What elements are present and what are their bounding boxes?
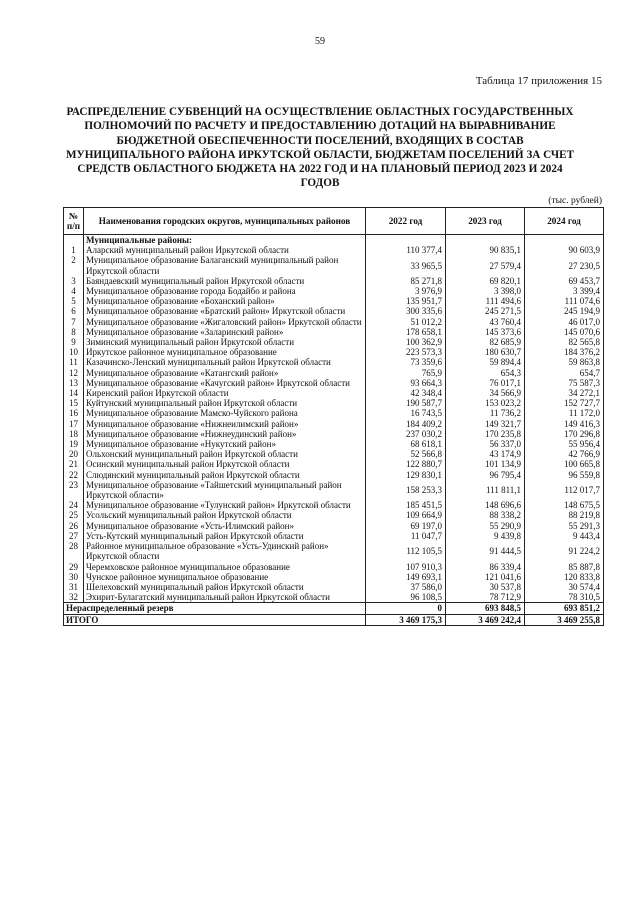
reserve-row <box>64 603 604 614</box>
row-number: 17 <box>64 419 84 429</box>
reserve-2024: 693 851,2 <box>525 603 604 614</box>
table-row <box>64 592 604 603</box>
units-label: (тыс. рублей) <box>548 196 602 206</box>
row-value-2022: 107 910,3 <box>366 562 446 572</box>
row-number: 18 <box>64 429 84 439</box>
row-number: 11 <box>64 357 84 367</box>
row-value-2024: 75 587,3 <box>525 378 604 388</box>
row-number: 27 <box>64 531 84 541</box>
row-name: Муниципальное образование «Нижнеилимский район» <box>84 419 366 429</box>
row-value-2022: 178 658,1 <box>366 327 446 337</box>
row-value-2022: 69 197,0 <box>366 521 446 531</box>
row-value-2024: 59 863,8 <box>525 357 604 367</box>
row-name: Муниципальное образование «Жигаловский район» Иркутской области <box>84 317 366 327</box>
row-value-2024: 170 296,8 <box>525 429 604 439</box>
row-value-2022: 93 664,3 <box>366 378 446 388</box>
row-value-2024: 55 956,4 <box>525 439 604 449</box>
table-row <box>64 296 604 306</box>
row-value-2023: 170 235,8 <box>446 429 525 439</box>
row-value-2023: 101 134,9 <box>446 459 525 469</box>
row-number: 8 <box>64 327 84 337</box>
row-name: Муниципальное образование «Тайшетский муниципальный район Иркутской области» <box>84 480 366 500</box>
row-number: 29 <box>64 562 84 572</box>
row-value-2022: 52 566,8 <box>366 449 446 459</box>
total-row <box>64 614 604 625</box>
row-name: Аларский муниципальный район Иркутской области <box>84 245 366 255</box>
row-number: 15 <box>64 398 84 408</box>
row-value-2023: 34 566,9 <box>446 388 525 398</box>
row-value-2023: 43 760,4 <box>446 317 525 327</box>
table-row <box>64 510 604 520</box>
row-value-2023: 88 338,2 <box>446 510 525 520</box>
row-value-2023: 145 373,6 <box>446 327 525 337</box>
row-value-2024: 30 574,4 <box>525 582 604 592</box>
table-row <box>64 408 604 418</box>
row-value-2024: 46 017,0 <box>525 317 604 327</box>
section-row <box>64 235 604 246</box>
row-number: 1 <box>64 245 84 255</box>
table-row <box>64 337 604 347</box>
row-number: 22 <box>64 470 84 480</box>
row-name: Муниципальное образование «Качугский район» Иркутской области <box>84 378 366 388</box>
table-header-row <box>64 208 604 235</box>
row-value-2024: 91 224,2 <box>525 541 604 561</box>
row-value-2022: 3 976,9 <box>366 286 446 296</box>
row-value-2022: 109 664,9 <box>366 510 446 520</box>
reserve-label: Нераспределенный резерв <box>64 603 366 614</box>
header-2022: 2022 год <box>366 208 446 235</box>
row-value-2023: 59 894,4 <box>446 357 525 367</box>
row-value-2023: 121 041,6 <box>446 572 525 582</box>
row-name: Муниципальное образование «Боханский район» <box>84 296 366 306</box>
row-value-2024: 100 665,8 <box>525 459 604 469</box>
row-number: 13 <box>64 378 84 388</box>
table-row <box>64 317 604 327</box>
row-name: Муниципальное образование Мамско-Чуйского района <box>84 408 366 418</box>
row-number: 12 <box>64 368 84 378</box>
row-value-2023: 30 537,8 <box>446 582 525 592</box>
row-value-2022: 300 335,6 <box>366 306 446 316</box>
row-number: 25 <box>64 510 84 520</box>
row-value-2022: 16 743,5 <box>366 408 446 418</box>
row-number: 28 <box>64 541 84 561</box>
table-row <box>64 306 604 316</box>
header-2024: 2024 год <box>525 208 604 235</box>
row-value-2022: 223 573,3 <box>366 347 446 357</box>
row-name: Муниципальное образование «Заларинский район» <box>84 327 366 337</box>
row-number: 23 <box>64 480 84 500</box>
table-row <box>64 286 604 296</box>
row-value-2024: 152 727,7 <box>525 398 604 408</box>
reserve-2023: 693 848,5 <box>446 603 525 614</box>
row-value-2024: 96 559,8 <box>525 470 604 480</box>
row-number: 10 <box>64 347 84 357</box>
row-number: 3 <box>64 276 84 286</box>
row-value-2022: 85 271,8 <box>366 276 446 286</box>
subsidy-table <box>63 207 604 626</box>
row-name: Киренский район Иркутской области <box>84 388 366 398</box>
table-row <box>64 531 604 541</box>
total-2023: 3 469 242,4 <box>446 614 525 625</box>
row-number: 20 <box>64 449 84 459</box>
row-value-2024: 149 416,3 <box>525 419 604 429</box>
row-value-2023: 82 685,9 <box>446 337 525 347</box>
row-number: 7 <box>64 317 84 327</box>
row-value-2024: 11 172,0 <box>525 408 604 418</box>
table-row <box>64 439 604 449</box>
header-2023: 2023 год <box>446 208 525 235</box>
row-name: Куйтунский муниципальный район Иркутской области <box>84 398 366 408</box>
table-row <box>64 357 604 367</box>
row-number: 4 <box>64 286 84 296</box>
row-name: Районное муниципальное образование «Усть-Удинский район» Иркутской области <box>84 541 366 561</box>
row-value-2023: 91 444,5 <box>446 541 525 561</box>
total-2022: 3 469 175,3 <box>366 614 446 625</box>
document-title: РАСПРЕДЕЛЕНИЕ СУБВЕНЦИЙ НА ОСУЩЕСТВЛЕНИЕ ОБЛАСТНЫХ ГОСУДАРСТВЕННЫХ ПОЛНОМОЧИЙ ПО РАСЧЕТУ И ПРЕДОСТАВЛЕНИЮ ДОТАЦИЙ НА ВЫРАВНИВАНИЕ БЮДЖЕТНОЙ ОБЕСПЕЧЕННОСТИ ПОСЕЛЕНИЙ, ВХОДЯЩИХ В СОСТАВ МУНИЦИПАЛЬНОГО РАЙОНА ИРКУТСКОЙ ОБЛАСТИ, БЮДЖЕТАМ ПОСЕЛЕНИЙ ЗА СЧЕТ СРЕДСТВ ОБЛАСТНОГО БЮДЖЕТА НА 2022 ГОД И НА ПЛАНОВЫЙ ПЕРИОД 2023 И 2024 ГОДОВ <box>65 106 575 190</box>
total-2024: 3 469 255,8 <box>525 614 604 625</box>
section-label: Муниципальные районы: <box>84 235 366 246</box>
row-value-2022: 96 108,5 <box>366 592 446 603</box>
row-value-2023: 9 439,8 <box>446 531 525 541</box>
row-name: Черемховское районное муниципальное образование <box>84 562 366 572</box>
row-number: 24 <box>64 500 84 510</box>
total-label: ИТОГО <box>64 614 366 625</box>
row-value-2022: 33 965,5 <box>366 255 446 275</box>
row-value-2022: 112 105,5 <box>366 541 446 561</box>
table-row <box>64 245 604 255</box>
row-value-2022: 122 880,7 <box>366 459 446 469</box>
row-value-2024: 42 766,9 <box>525 449 604 459</box>
row-number: 26 <box>64 521 84 531</box>
table-row <box>64 255 604 275</box>
table-row <box>64 521 604 531</box>
row-value-2022: 765,9 <box>366 368 446 378</box>
row-value-2024: 78 310,5 <box>525 592 604 603</box>
row-value-2022: 73 359,6 <box>366 357 446 367</box>
row-value-2022: 42 348,4 <box>366 388 446 398</box>
row-value-2022: 135 951,7 <box>366 296 446 306</box>
row-value-2023: 56 337,0 <box>446 439 525 449</box>
row-value-2023: 69 820,1 <box>446 276 525 286</box>
row-number: 30 <box>64 572 84 582</box>
row-number: 32 <box>64 592 84 603</box>
row-value-2024: 3 399,4 <box>525 286 604 296</box>
row-value-2024: 82 565,8 <box>525 337 604 347</box>
row-name: Муниципальное образование «Нижнеудинский район» <box>84 429 366 439</box>
table-reference: Таблица 17 приложения 15 <box>475 75 602 87</box>
table-row <box>64 276 604 286</box>
row-name: Муниципальное образование «Усть-Илимский район» <box>84 521 366 531</box>
table-row <box>64 347 604 357</box>
row-value-2024: 245 194,9 <box>525 306 604 316</box>
row-value-2022: 158 253,3 <box>366 480 446 500</box>
row-value-2022: 68 618,1 <box>366 439 446 449</box>
row-value-2023: 11 736,2 <box>446 408 525 418</box>
table-row <box>64 388 604 398</box>
table-row <box>64 480 604 500</box>
table-row <box>64 572 604 582</box>
header-num: № п/п <box>64 208 84 235</box>
row-value-2023: 96 795,4 <box>446 470 525 480</box>
table-row <box>64 327 604 337</box>
table-row <box>64 562 604 572</box>
row-number: 2 <box>64 255 84 275</box>
row-value-2023: 153 023,2 <box>446 398 525 408</box>
row-value-2023: 111 811,1 <box>446 480 525 500</box>
row-value-2022: 237 030,2 <box>366 429 446 439</box>
row-name: Ольхонский муниципальный район Иркутской области <box>84 449 366 459</box>
page-number: 59 <box>315 36 325 47</box>
row-name: Иркутское районное муниципальное образование <box>84 347 366 357</box>
row-name: Казачинско-Ленский муниципальный район Иркутской области <box>84 357 366 367</box>
row-name: Осинский муниципальный район Иркутской области <box>84 459 366 469</box>
table-row <box>64 368 604 378</box>
row-value-2024: 9 443,4 <box>525 531 604 541</box>
row-value-2024: 90 603,9 <box>525 245 604 255</box>
row-value-2024: 184 376,2 <box>525 347 604 357</box>
row-value-2024: 55 291,3 <box>525 521 604 531</box>
row-value-2022: 184 409,2 <box>366 419 446 429</box>
row-value-2023: 180 630,7 <box>446 347 525 357</box>
row-number: 21 <box>64 459 84 469</box>
table-row <box>64 419 604 429</box>
row-name: Чунское районное муниципальное образование <box>84 572 366 582</box>
row-value-2023: 111 494,6 <box>446 296 525 306</box>
row-value-2024: 85 887,8 <box>525 562 604 572</box>
row-value-2024: 34 272,1 <box>525 388 604 398</box>
row-name: Муниципальное образование «Тулунский район» Иркутской области <box>84 500 366 510</box>
row-value-2023: 148 696,6 <box>446 500 525 510</box>
row-value-2023: 245 271,5 <box>446 306 525 316</box>
reserve-2022: 0 <box>366 603 446 614</box>
row-number: 9 <box>64 337 84 347</box>
row-value-2024: 112 017,7 <box>525 480 604 500</box>
table-row <box>64 378 604 388</box>
table-row <box>64 429 604 439</box>
row-name: Муниципальное образование «Нукутский район» <box>84 439 366 449</box>
row-number: 16 <box>64 408 84 418</box>
row-name: Усольский муниципальный район Иркутской области <box>84 510 366 520</box>
row-value-2023: 43 174,9 <box>446 449 525 459</box>
row-name: Муниципальное образование «Катангский район» <box>84 368 366 378</box>
row-name: Муниципальное образование «Братский район» Иркутской области <box>84 306 366 316</box>
row-value-2024: 69 453,7 <box>525 276 604 286</box>
row-name: Муниципальное образование Балаганский муниципальный район Иркутской области <box>84 255 366 275</box>
row-value-2022: 149 693,1 <box>366 572 446 582</box>
row-name: Усть-Кутский муниципальный район Иркутской области <box>84 531 366 541</box>
row-number: 6 <box>64 306 84 316</box>
row-value-2024: 120 833,8 <box>525 572 604 582</box>
header-name: Наименования городских округов, муниципальных районов <box>84 208 366 235</box>
row-name: Баяндаевский муниципальный район Иркутской области <box>84 276 366 286</box>
row-value-2022: 11 047,7 <box>366 531 446 541</box>
row-value-2023: 86 339,4 <box>446 562 525 572</box>
table-row <box>64 449 604 459</box>
row-value-2023: 76 017,1 <box>446 378 525 388</box>
row-value-2023: 149 321,7 <box>446 419 525 429</box>
row-name: Шелеховский муниципальный район Иркутской области <box>84 582 366 592</box>
row-value-2023: 27 579,4 <box>446 255 525 275</box>
table-row <box>64 541 604 561</box>
row-number: 19 <box>64 439 84 449</box>
row-value-2022: 190 587,7 <box>366 398 446 408</box>
table-row <box>64 500 604 510</box>
row-value-2024: 88 219,8 <box>525 510 604 520</box>
row-value-2023: 90 835,1 <box>446 245 525 255</box>
row-number: 5 <box>64 296 84 306</box>
row-value-2024: 111 074,6 <box>525 296 604 306</box>
table-row <box>64 470 604 480</box>
row-value-2023: 55 290,9 <box>446 521 525 531</box>
row-number: 31 <box>64 582 84 592</box>
row-name: Слюдянский муниципальный район Иркутской области <box>84 470 366 480</box>
row-value-2023: 78 712,9 <box>446 592 525 603</box>
row-number: 14 <box>64 388 84 398</box>
row-value-2022: 51 012,2 <box>366 317 446 327</box>
row-value-2024: 654,7 <box>525 368 604 378</box>
table-row <box>64 398 604 408</box>
row-value-2024: 148 675,5 <box>525 500 604 510</box>
row-name: Зиминский муниципальный район Иркутской области <box>84 337 366 347</box>
table-row <box>64 459 604 469</box>
row-value-2023: 654,3 <box>446 368 525 378</box>
row-value-2022: 185 451,5 <box>366 500 446 510</box>
row-value-2024: 145 070,6 <box>525 327 604 337</box>
row-value-2022: 100 362,9 <box>366 337 446 347</box>
table-row <box>64 582 604 592</box>
row-value-2022: 37 586,0 <box>366 582 446 592</box>
row-value-2022: 129 830,1 <box>366 470 446 480</box>
row-name: Эхирит-Булагатский муниципальный район Иркутской области <box>84 592 366 603</box>
row-value-2022: 110 377,4 <box>366 245 446 255</box>
row-value-2024: 27 230,5 <box>525 255 604 275</box>
row-value-2023: 3 398,0 <box>446 286 525 296</box>
row-name: Муниципальное образование города Бодайбо и района <box>84 286 366 296</box>
